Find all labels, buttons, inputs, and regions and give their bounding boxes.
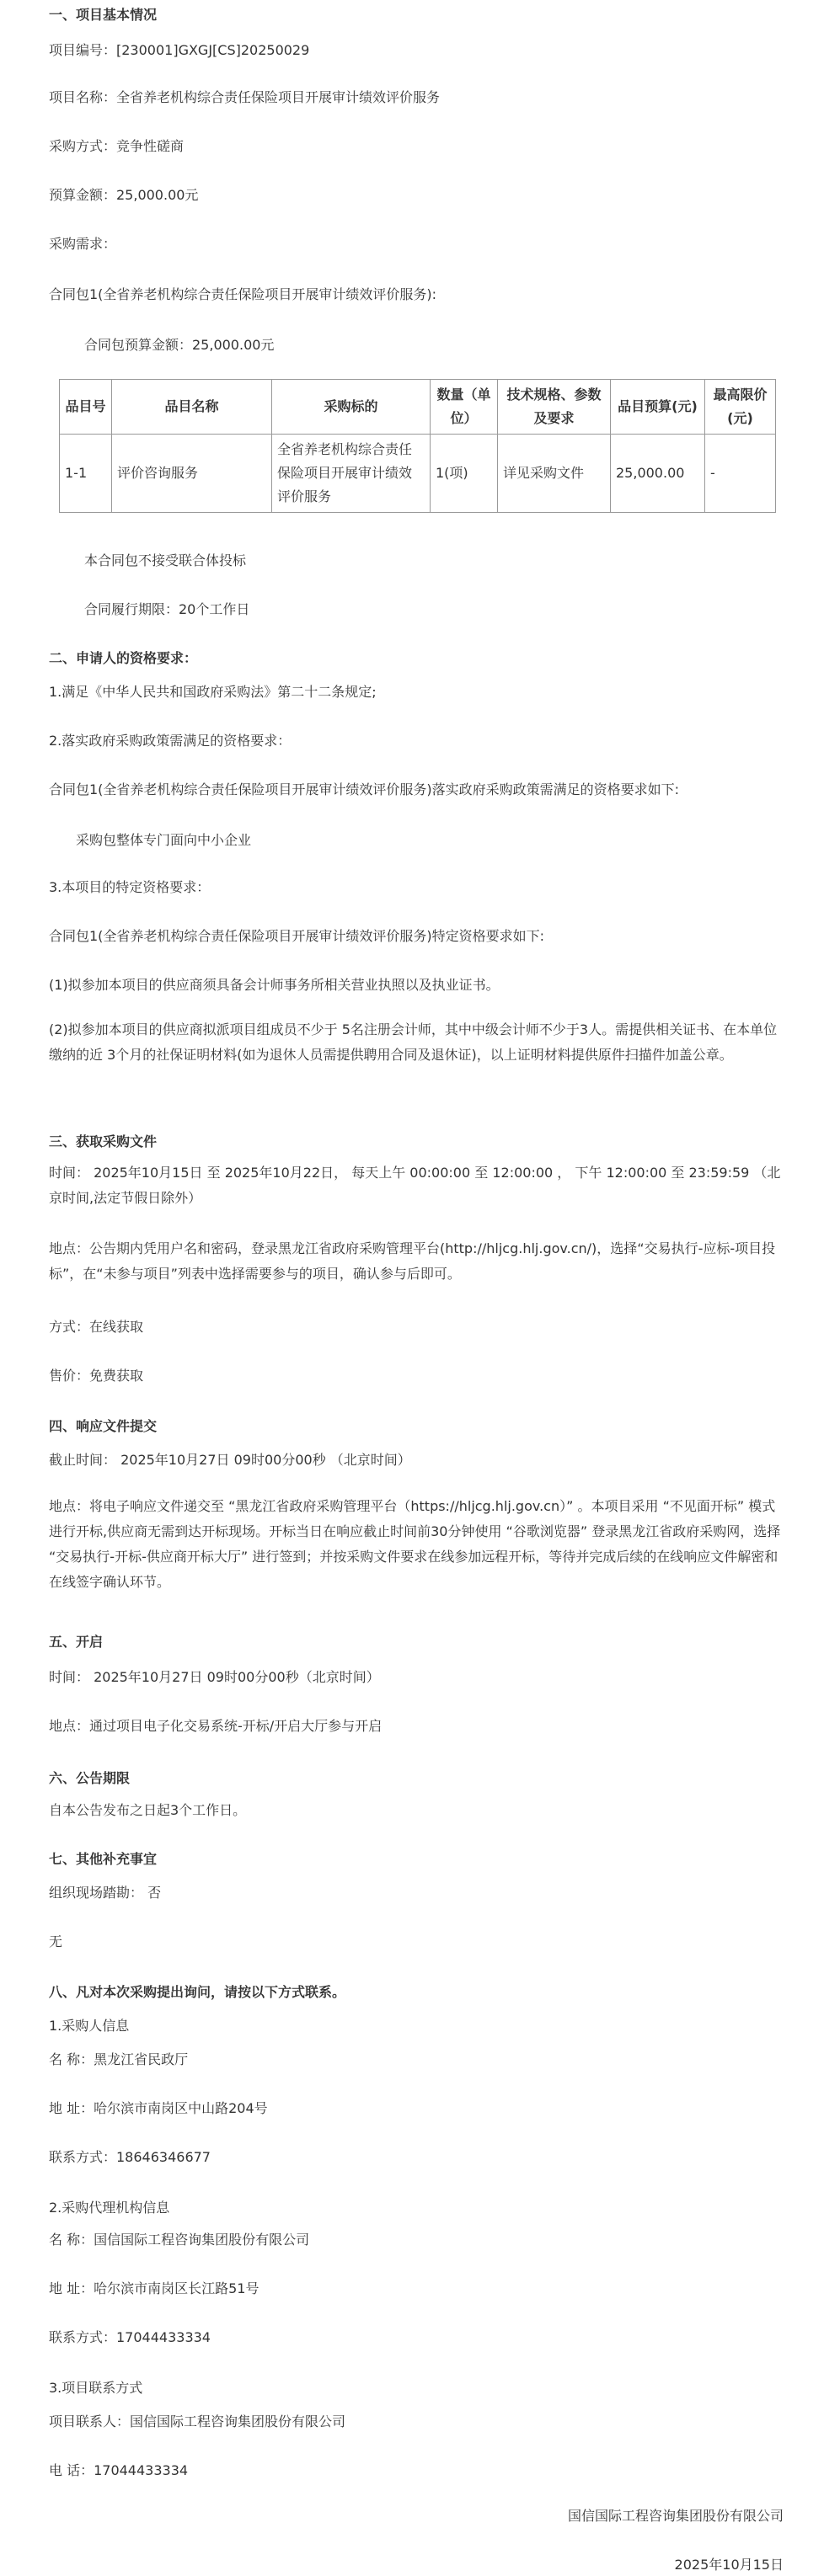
section-3-heading: 三、获取采购文件 xyxy=(49,1133,158,1149)
contact-person: 项目联系人：国信国际工程咨询集团股份有限公司 xyxy=(49,2413,346,2429)
acquire-price: 售价：免费获取 xyxy=(49,1368,144,1384)
cell-item-no: 1-1 xyxy=(60,435,112,513)
header-item-name: 品目名称 xyxy=(112,380,272,435)
lot-specific-requirement: 合同包1(全省养老机构综合责任保险项目开展审计绩效评价服务)特定资格要求如下: xyxy=(49,928,545,944)
buyer-address: 地 址：哈尔滨市南岗区中山路204号 xyxy=(49,2100,268,2116)
section-1-heading: 一、项目基本情况 xyxy=(49,7,158,23)
header-item-budget: 品目预算(元) xyxy=(611,380,705,435)
header-item-no: 品目号 xyxy=(60,380,112,435)
cell-item-name: 评价咨询服务 xyxy=(112,435,272,513)
contact-phone: 电 话：17044433334 xyxy=(49,2462,189,2478)
buyer-info-title: 1.采购人信息 xyxy=(49,2018,130,2034)
lot-policy-requirement: 合同包1(全省养老机构综合责任保险项目开展审计绩效评价服务)落实政府采购政策需满足的资格要求如下: xyxy=(49,781,680,797)
header-max-price: 最高限价(元) xyxy=(705,380,776,435)
agency-phone: 联系方式：17044433334 xyxy=(49,2329,211,2345)
notice-period: 自本公告发布之日起3个工作日。 xyxy=(49,1802,247,1818)
agency-address: 地 址：哈尔滨市南岗区长江路51号 xyxy=(49,2280,260,2296)
cell-spec: 详见采购文件 xyxy=(498,435,611,513)
cell-quantity: 1(项) xyxy=(431,435,498,513)
cell-item-budget: 25,000.00 xyxy=(611,435,705,513)
footer-date: 2025年10月15日 xyxy=(674,2557,784,2573)
cell-max-price: - xyxy=(705,435,776,513)
procurement-requirement-label: 采购需求： xyxy=(49,236,117,252)
section-2-heading: 二、申请人的资格要求： xyxy=(49,650,198,666)
qualification-1: 1.满足《中华人民共和国政府采购法》第二十二条规定; xyxy=(49,684,377,700)
section-4-heading: 四、响应文件提交 xyxy=(49,1418,158,1434)
items-table xyxy=(59,379,776,513)
section-5-heading: 五、开启 xyxy=(49,1634,104,1650)
contact-info-title: 3.项目联系方式 xyxy=(49,2380,143,2396)
acquire-time: 时间： 2025年10月15日 至 2025年10月22日， 每天上午 00:00:00 至 12:00:00 ， 下午 12:00:00 至 23:59:59 （北京时间,法定节假日除外） xyxy=(49,1165,781,1206)
project-name: 项目名称：全省养老机构综合责任保险项目开展审计绩效评价服务 xyxy=(49,89,441,105)
site-visit: 组织现场踏勘： 否 xyxy=(49,1885,162,1901)
sme-only: 采购包整体专门面向中小企业 xyxy=(76,832,252,848)
header-spec: 技术规格、参数及要求 xyxy=(498,380,611,435)
qualification-2: 2.落实政府采购政策需满足的资格要求： xyxy=(49,733,292,749)
footer-organization: 国信国际工程咨询集团股份有限公司 xyxy=(567,2508,784,2524)
supplement-none: 无 xyxy=(49,1933,63,1949)
budget-amount: 预算金额：25,000.00元 xyxy=(49,187,199,203)
section-8-heading: 八、凡对本次采购提出询问，请按以下方式联系。 xyxy=(49,1984,346,2000)
buyer-phone: 联系方式：18646346677 xyxy=(49,2149,211,2165)
agency-name: 名 称：国信国际工程咨询集团股份有限公司 xyxy=(49,2232,310,2248)
table-row xyxy=(60,435,776,513)
opening-time: 时间： 2025年10月27日 09时00分00秒（北京时间） xyxy=(49,1669,380,1685)
submission-place: 地点：将电子响应文件递交至 “黑龙江省政府采购管理平台（https://hljcg.hlj.gov.cn）” 。本项目采用 “不见面开标” 模式进行开标,供应商无需到达开标现场。开标当日在响应截止时间前30分钟使用 “谷歌浏览器” 登录黑龙江省政府采购网，选择 “交易执行-开标-供应商开标大厅” 进行签到；并按采购文件要求在线参加远程开标，等待并完成后续的在线响应文件解密和在线签字确认环节。 xyxy=(49,1498,781,1590)
project-number: 项目编号：[230001]GXGJ[CS]20250029 xyxy=(49,42,310,58)
specific-req-2: (2)拟参加本项目的供应商拟派项目组成员不少于 5名注册会计师，其中中级会计师不少于3人。需提供相关证书、在本单位缴纳的近 3个月的社保证明材料(如为退休人员需提供聘用合同及退休证)，以上证明材料提供原件扫描件加盖公章。 xyxy=(49,1021,778,1063)
agency-info-title: 2.采购代理机构信息 xyxy=(49,2200,170,2216)
table-header-row xyxy=(60,380,776,435)
buyer-name: 名 称：黑龙江省民政厅 xyxy=(49,2051,189,2067)
submission-deadline: 截止时间： 2025年10月27日 09时00分00秒 （北京时间） xyxy=(49,1452,411,1468)
section-7-heading: 七、其他补充事宜 xyxy=(49,1851,158,1867)
lot-budget: 合同包预算金额：25,000.00元 xyxy=(84,337,275,353)
specific-req-1: (1)拟参加本项目的供应商须具备会计师事务所相关营业执照以及执业证书。 xyxy=(49,977,500,993)
no-joint-bidding: 本合同包不接受联合体投标 xyxy=(84,552,247,568)
opening-place: 地点：通过项目电子化交易系统-开标/开启大厅参与开启 xyxy=(49,1718,383,1734)
header-subject: 采购标的 xyxy=(272,380,431,435)
contract-period: 合同履行期限：20个工作日 xyxy=(84,601,250,617)
qualification-3: 3.本项目的特定资格要求： xyxy=(49,879,211,895)
cell-subject: 全省养老机构综合责任保险项目开展审计绩效评价服务 xyxy=(272,435,431,513)
header-quantity: 数量（单位） xyxy=(431,380,498,435)
acquire-way: 方式：在线获取 xyxy=(49,1319,144,1335)
procurement-method: 采购方式：竞争性磋商 xyxy=(49,138,185,154)
lot-title: 合同包1(全省养老机构综合责任保险项目开展审计绩效评价服务): xyxy=(49,286,437,302)
section-6-heading: 六、公告期限 xyxy=(49,1770,131,1786)
acquire-place: 地点：公告期内凭用户名和密码，登录黑龙江省政府采购管理平台(http://hljcg.hlj.gov.cn/)，选择“交易执行-应标-项目投标”，在“未参与项目”列表中选择需要参与的项目，确认参与后即可。 xyxy=(49,1240,776,1282)
